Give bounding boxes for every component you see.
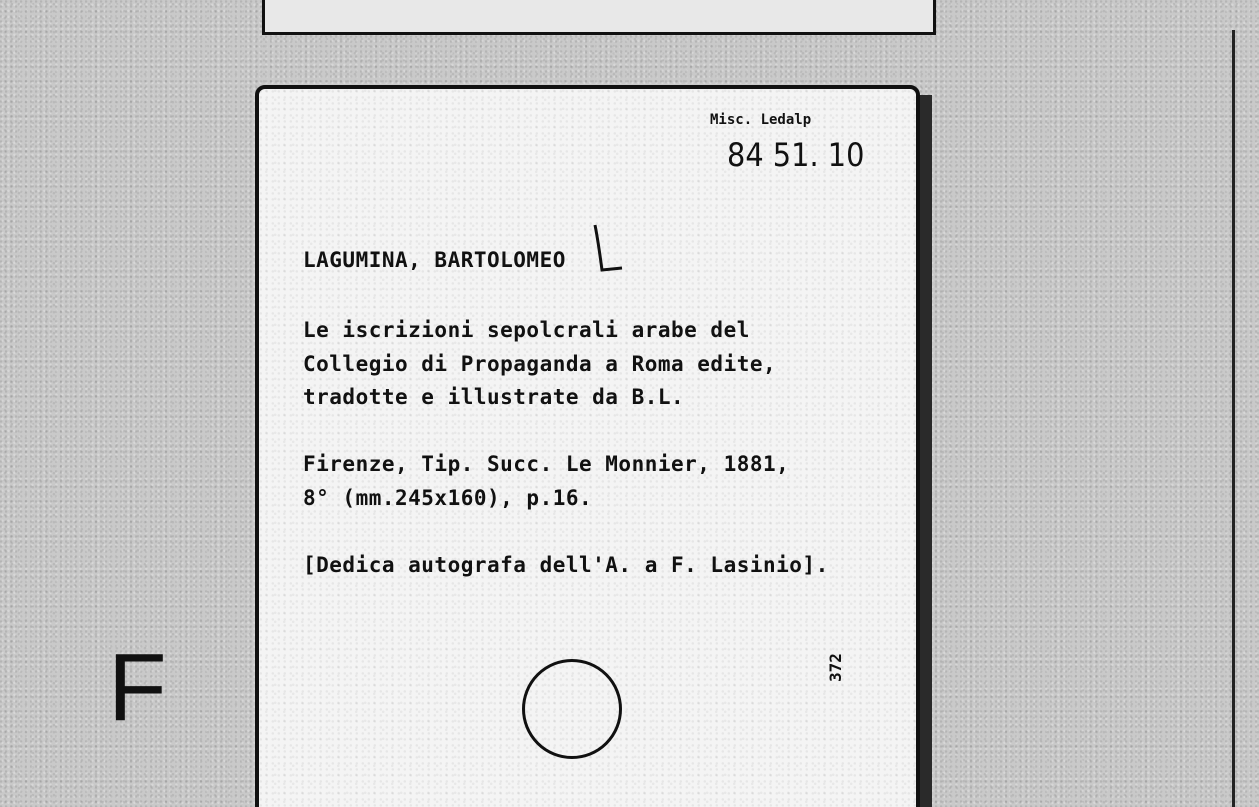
dedication-note: [Dedica autografa dell'A. a F. Lasinio]. — [303, 553, 829, 577]
next-card-edge — [1232, 30, 1235, 807]
pen-stroke-mark — [590, 220, 630, 280]
margin-letter: F — [108, 634, 167, 741]
imprint-line-2: 8° (mm.245x160), p.16. — [303, 486, 593, 510]
shelf-number: 84 51. 10 — [727, 136, 865, 174]
imprint-line-1: Firenze, Tip. Succ. Le Monnier, 1881, — [303, 452, 790, 476]
stamp-circle-mark — [522, 659, 622, 759]
previous-card-edge — [262, 0, 936, 35]
author-heading: LAGUMINA, BARTOLOMEO — [303, 248, 566, 272]
title-line-1: Le iscrizioni sepolcrali arabe del — [303, 318, 750, 342]
card-number: 372 — [826, 653, 845, 682]
shelf-location-label: Misc. Ledalp — [710, 112, 812, 128]
title-line-2: Collegio di Propaganda a Roma edite, — [303, 352, 777, 376]
card-shadow — [920, 95, 932, 807]
title-line-3: tradotte e illustrate da B.L. — [303, 385, 685, 409]
